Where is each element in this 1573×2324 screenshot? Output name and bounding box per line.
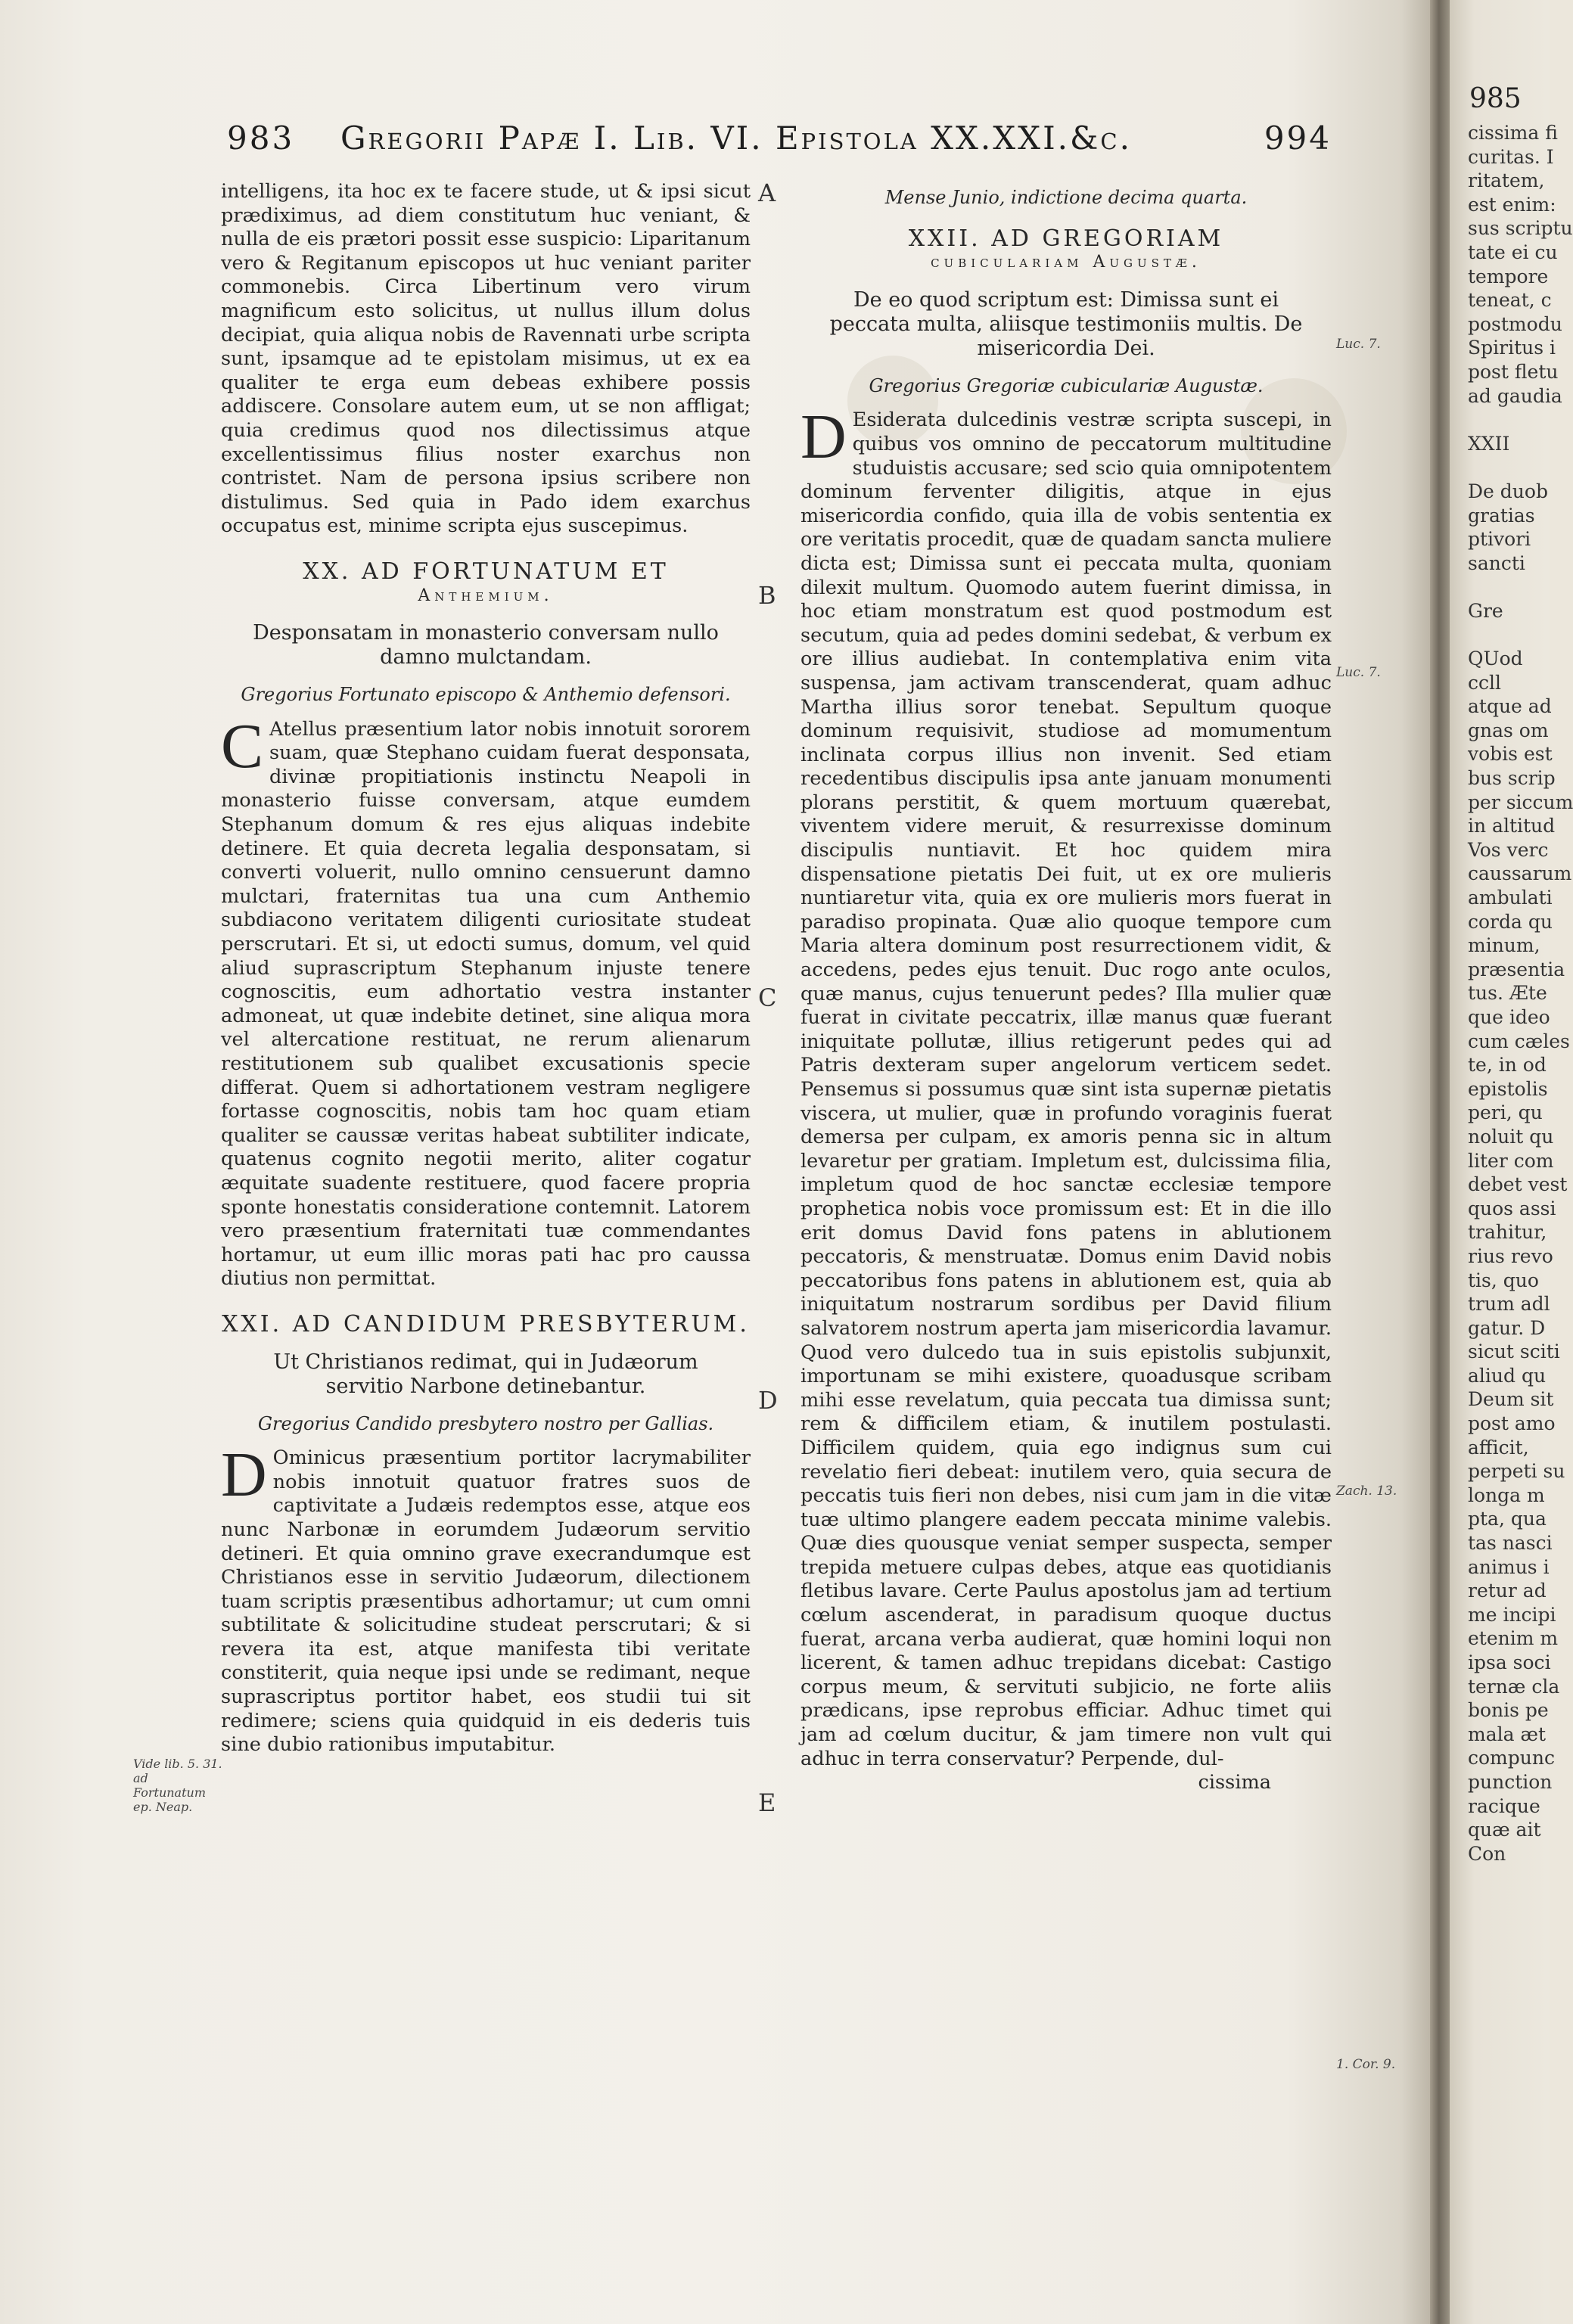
epistle-20-text: Atellus præsentium lator nobis innotuit sororem suam, quæ Stephano cuidam fuerat desponsata, divinæ propitiationis instinctu Neapoli in monasterio fuisse conversam, atque eumdem Stephanum domum & res ejus aliquas indebite detinere. Et quia decreta legalia desponsatam, si converti voluerit, nullo omnino censuerunt damno mulctari, fraternitas tua una cum Anthemio subdiacono veritatem diligenti curiositate studeat perscrutari. Et si, ut edocti sumus, domum, vel quid aliud suprascriptum Stephanum injuste tenere cognoscitis, eum adhortatio vestra instanter admoneat, ut quæ indebite detinet, sine aliqua mora vel altercatione restituat, ne rerum alienarum restitutionem sub qualibet excusationis specie differat. Quem si adhortationem vestram negligere fortasse cognoscitis, nobis tam hoc quam etiam qualiter se caussæ veritas habeat subtiliter indicate, quatenus cognito negotii merito, aliter cogatur æquitate suadente restituere, quod facere propria sponte honestatis consideratione contemnit. Latorem vero præsentium fraternitati tuæ commendantes hortamur, ut eum illic moras pati hac pro caussa diutius non permittat. (221, 717, 751, 1291)
epistle-20-subtitle: Anthemium. (418, 586, 554, 605)
margin-letter-b: B (758, 581, 776, 610)
epistle-20-title: XX. AD FORTUNATUM ET (303, 558, 669, 585)
margin-ref-cor: 1. Cor. 9. (1336, 2057, 1396, 2072)
next-page-line: quos assi (1468, 1197, 1556, 1219)
left-column (221, 180, 751, 1757)
dropcap-c: C (221, 710, 264, 781)
next-page-line: per siccum (1468, 791, 1573, 813)
next-page-line: post amo (1468, 1412, 1556, 1435)
next-page-line: pta, qua (1468, 1508, 1547, 1530)
next-page-line: peri, qu (1468, 1101, 1543, 1124)
next-page-line: bus scrip (1468, 767, 1556, 790)
next-page-lines (1468, 121, 1573, 1866)
next-page-line: racique (1468, 1794, 1540, 1817)
next-page-line: gnas om (1468, 719, 1549, 741)
next-page-line: Con (1468, 1842, 1506, 1865)
next-page-line: tempore (1468, 265, 1549, 287)
next-page-line: in altitud (1468, 815, 1556, 837)
next-page-line: quæ ait (1468, 1819, 1541, 1841)
next-page-line: trum adl (1468, 1293, 1550, 1316)
next-page-line: te, in od (1468, 1054, 1547, 1077)
next-page-line: teneat, c (1468, 289, 1552, 312)
next-page-line: bonis pe (1468, 1699, 1549, 1722)
next-page-line: cissima fi (1468, 122, 1558, 144)
next-page-line: sus scriptu (1468, 217, 1573, 240)
next-page-line: afficit, (1468, 1436, 1529, 1459)
next-page-line: que ideo (1468, 1005, 1550, 1028)
next-page-line: minum, (1468, 934, 1540, 957)
next-page-line: ptivori (1468, 528, 1531, 551)
next-page-line: me incipi (1468, 1603, 1556, 1626)
dropcap-d: D (800, 402, 847, 473)
catchword: cissima (1198, 1771, 1271, 1794)
epistle-22-text: Esiderata dulcedinis vestræ scripta suscepi, in quibus vos omnino de peccatorum multitudine studuistis accusare; sed scio quia omnipotentem dominum ferventer diligitis, atque in ejus misericordia confido, quia illa de vobis sententia ex ore veritatis procedit, quæ de quadam sancta muliere dicta est; Dimissa sunt ei peccata multa, quoniam dilexit multum. Quomodo autem fuerint dimissa, in hoc etiam monstratum est quod postmodum est secutum, quia ad pedes domini sedebat, & verbum ex ore illius audiebat. In contemplativa enim vita suspensa, jam activam transcenderat, quam adhuc Martha illius soror tenebat. Sepultum quoque dominum requisivit, studiose ad momumentum inclinata corpus illius non invenit. Sed etiam recedentibus discipulis ipsa ante januam monumenti plorans perstitit, & quem mortuum quærebat, viventem videre meruit, & resurrexisse dominum discipulis nuntiavit. Et hoc quidem mira dispensatione pietatis Dei fuit, ut ex ore mulieris nuntiaretur vita, quia ex ore mulieris mors fuerat in paradiso propinata. Quæ alio quoque tempore cum Maria altera dominum post resurrectionem vidit, & accedens, pedes ejus tenuit. Duc rogo ante oculos, quæ manus, cujus tenuerunt pedes? Illa mulier quæ fuerat in civitate peccatrix, illæ manus quæ fuerant iniquitate pollutæ, illius retigerunt pedes qui ad Patris dexteram super angelorum verticem sedet. Pensemus si possumus quæ sint ista supernæ pietatis viscera, ut mulier, quæ in profundo voraginis fuerat demersa per culpam, ex amoris penna sic in altum levaretur per gratiam. Impletum est, dulcissima filia, impletum quod de hoc sanctæ ecclesiæ tempore prophetica nobis voce promissum est: Et in die illo erit domus David fons patens in ablutionem peccatoris, & menstruatæ. Domus enim David nobis peccatoribus fons patens in ablutionem est, quia ab iniquitatum nostrarum sordibus per David filium salvatorem nostrum aperta jam misericordia lavamur. Quod vero dulcedo tua in suis epistolis subjunxit, importunam se mihi existere, quoadusque scribam mihi esse revelatum, quia peccata tua dimissa sunt; rem & difficilem etiam, & inutilem postulasti. Difficilem quidem, quia ego indignus sum cui revelatio fieri debeat: inutilem vero, quia secura de peccatis tuis fieri non debes, nisi cum jam in die vitæ tuæ ultimo plangere eadem peccata minime valebis. Quæ dies quousque veniat semper suspecta, semper trepida metuere culpas debes, atque eas quotidianis fletibus lavare. Certe Paulus apostolus jam ad tertium cœlum ascenderat, in paradisum quoque ductus fuerat, arcana verba audierat, quæ homini loqui non licerent, & tamen adhuc trepidans dicebat: Castigo corpus meum, & servituti subjicio, ne forte aliis prædicans, ipse reprobus efficiar. Adhuc timet qui jam ad cœlum ducitur, & jam timere non vult qui adhuc in terra conservatur? Perpende, dul- (800, 409, 1332, 1770)
epistle-20-salutation: Gregorius Fortunato episcopo & Anthemio defensori. (241, 684, 731, 706)
epistle-22-subtitle: cubiculariam Augustæ. (931, 253, 1202, 272)
next-page-line: gratias (1468, 504, 1535, 527)
page-number-left: 983 (227, 120, 295, 157)
epistle-21-title: XXI. AD CANDIDUM PRESBYTERUM. (222, 1310, 750, 1338)
next-page-line: compunc (1468, 1747, 1555, 1769)
margin-letter-c: C (758, 983, 777, 1012)
next-page-line: præsentia (1468, 958, 1565, 980)
next-page-line: Deum sit (1468, 1388, 1554, 1411)
next-page-line: liter com (1468, 1149, 1554, 1172)
next-page-line: cum cæles (1468, 1030, 1570, 1052)
next-page-line: longa m (1468, 1484, 1545, 1506)
next-page-line: epistolis (1468, 1077, 1548, 1100)
next-page-line: ipsa soci (1468, 1651, 1551, 1673)
next-page-line: caussarum (1468, 862, 1572, 885)
epistle-22-argument: De eo quod scriptum est: Dimissa sunt ei peccata multa, aliisque testimoniis multis. De misericordia Dei. (829, 287, 1303, 360)
epistle-22-salutation: Gregorius Gregoriæ cubiculariæ Augustæ. (869, 374, 1264, 396)
next-page-line: Spiritus i (1468, 337, 1556, 359)
margin-note-left: Vide lib. 5. 31. ad Fortunatum ep. Neap. (133, 1757, 222, 1814)
epistle-22-body (800, 402, 1332, 1771)
next-page-line (1468, 408, 1573, 432)
next-page-line: tate ei cu (1468, 241, 1558, 263)
next-page-line (1468, 623, 1573, 647)
margin-ref-luke-1: Luc. 7. (1336, 337, 1381, 352)
next-page-fragment (1450, 0, 1573, 2324)
next-page-line: tas nasci (1468, 1532, 1553, 1555)
running-header (227, 120, 1332, 165)
next-page-line: etenim m (1468, 1627, 1559, 1650)
epistle-21-argument: Ut Christianos redimat, qui in Judæorum servitio Narbone detinebantur. (273, 1350, 698, 1398)
next-page-line: vobis est (1468, 743, 1553, 766)
next-page-line: postmodu (1468, 312, 1562, 335)
page-number-right: 994 (1264, 120, 1332, 157)
next-page-line: ccll (1468, 671, 1501, 694)
epistle-20-body (221, 710, 751, 1291)
next-page-line: aliud qu (1468, 1364, 1547, 1387)
next-page-line: ternæ cla (1468, 1675, 1560, 1698)
continuation-text: intelligens, ita hoc ex te facere stude, ut & ipsi sicut prædiximus, ad diem constitutum huc veniant, & nulla de eis prætori possit esse suspicio: Liparitanum vero & Regitanum episcopos ut huc veniant pariter commonebis. Circa Libertinum vero virum magnificum esto solicitus, ut nullus illum dolus decipiat, quia aliqua nobis de Ravennati urbe scripta sunt, ipsamque ad te epistolam misimus, ut ex ea qualiter te erga eum debeas exhibere possis addiscere. Consolare autem eum, ut se non affligat; quia credimus quod nos dilectissimus atque excellentissimus filius noster exarchus non contristet. Nam de persona ipsius scribere non distulimus. Sed quia in Pado idem exarchus occupatus est, minime scripta ejus suscepimus. (221, 180, 751, 538)
next-page-line: sicut sciti (1468, 1341, 1560, 1363)
next-page-line: ritatem, (1468, 169, 1545, 192)
margin-letter-a: A (758, 179, 776, 207)
next-page-line: retur ad (1468, 1580, 1547, 1602)
next-page-line: animus i (1468, 1555, 1550, 1578)
next-page-line: est enim: (1468, 193, 1556, 216)
next-page-line: ambulati (1468, 887, 1553, 909)
dropcap-d: D (221, 1440, 267, 1511)
epistle-22-title: XXII. AD GREGORIAM (908, 225, 1224, 252)
next-page-line: XXII (1468, 432, 1510, 455)
right-column (800, 180, 1332, 1795)
next-page-line: tus. Æte (1468, 982, 1547, 1005)
next-page-line: ad gaudia (1468, 384, 1562, 407)
margin-letter-d: D (758, 1386, 778, 1415)
next-page-line (1468, 455, 1573, 480)
next-page-line: rius revo (1468, 1244, 1553, 1267)
margin-letter-e: E (758, 1788, 776, 1817)
next-page-line: mala æt (1468, 1723, 1547, 1745)
next-page-line: trahitur, (1468, 1221, 1547, 1244)
dateline: Mense Junio, indictione decima quarta. (884, 187, 1248, 208)
next-page-line: atque ad (1468, 695, 1552, 718)
epistle-20-argument: Desponsatam in monasterio conversam nullo damno mulctandam. (253, 621, 719, 670)
epistle-21-text: Ominicus præsentium portitor lacrymabiliter nobis innotuit quatuor fratres suos de captivitate a Judæis redemptos esse, atque eos nunc Narbonæ in eorumdem Judæorum servitio detineri. Et quia omnino grave execrandumque est Christianos esse in servitio Judæorum, dilectionem tuam scriptis præsentibus adhortamur; ut cum omni subtilitate & solicitudine studeat perscrutari; & si revera ita est, atque manifesta tibi veritate constiterit, quia neque ipsi unde se redimant, neque suprascriptus portitor habet, eos studii tui sit redimere; sciens quia quidquid in eis dederis tuis sine dubio rationibus imputabitur. (221, 1446, 751, 1757)
next-page-line: debet vest (1468, 1173, 1568, 1196)
next-page-line: perpeti su (1468, 1460, 1565, 1483)
margin-ref-luke-2: Luc. 7. (1336, 665, 1381, 680)
next-page-line: QUod (1468, 648, 1523, 670)
next-page-number: 985 (1469, 83, 1522, 114)
next-page-line: Gre (1468, 599, 1503, 622)
next-page-line: De duob (1468, 480, 1548, 502)
epistle-21-salutation: Gregorius Candido presbytero nostro per Gallias. (257, 1412, 714, 1434)
next-page-line: tis, quo (1468, 1269, 1539, 1291)
next-page-line: punction (1468, 1770, 1553, 1793)
next-page-line: gatur. D (1468, 1316, 1546, 1339)
next-page-line: post fletu (1468, 360, 1559, 383)
next-page-line: curitas. I (1468, 145, 1554, 168)
margin-ref-zach: Zach. 13. (1336, 1484, 1397, 1499)
next-page-line: corda qu (1468, 910, 1553, 933)
next-page-line: noluit qu (1468, 1125, 1554, 1148)
header-title: Gregorii Papæ I. Lib. VI. Epistola XX.XXI.&c. (340, 120, 1132, 157)
next-page-line (1468, 575, 1573, 599)
book-gutter (1430, 0, 1450, 2324)
next-page-line: Vos verc (1468, 838, 1549, 861)
epistle-21-body (221, 1440, 751, 1757)
next-page-line: sancti (1468, 551, 1525, 574)
